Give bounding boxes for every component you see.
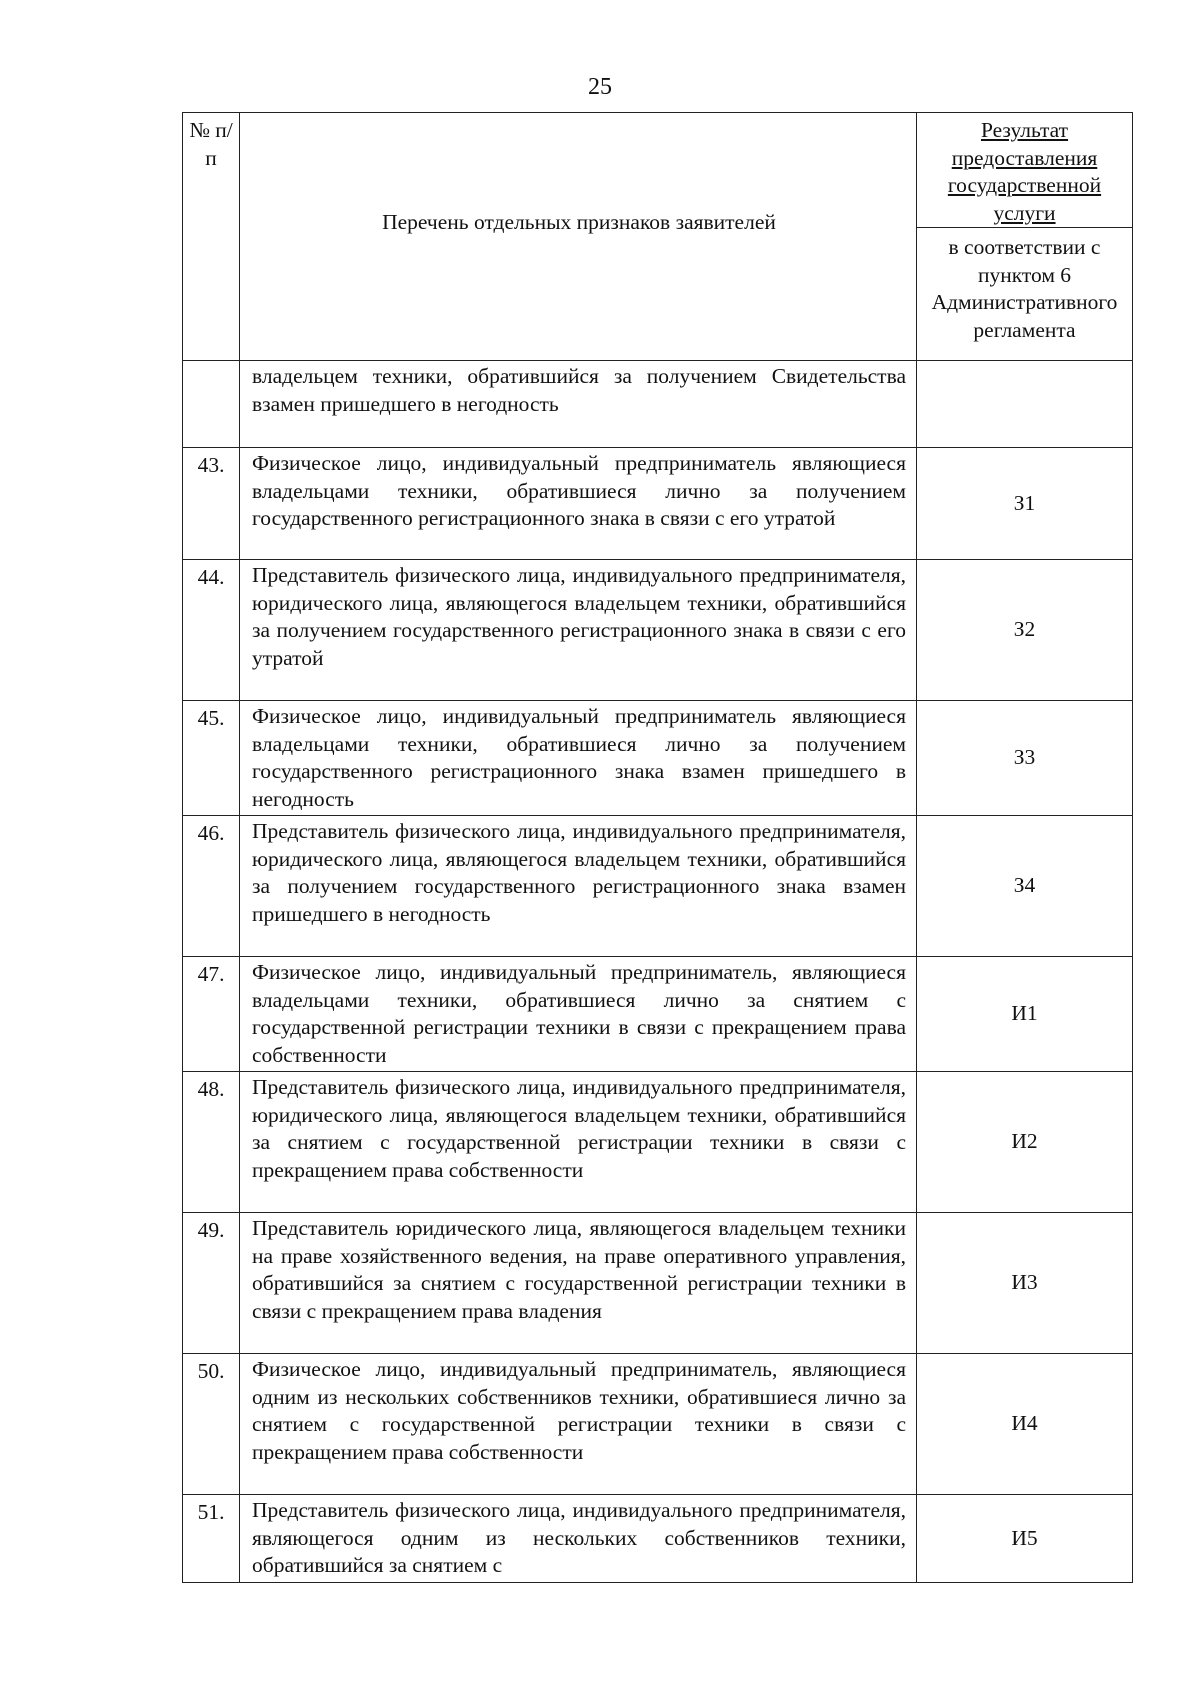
row-number: 50. [183,1354,240,1495]
row-number: 51. [183,1495,240,1583]
header-num-col: № п/п [183,113,240,361]
row-number: 44. [183,560,240,701]
row-result: З3 [917,701,1133,816]
row-text: Представитель физического лица, индивидуального предпринимателя, юридического лица, являющегося владельцем техники, обратившийся за снятием с государственной регистрации техники в связи с прекращением права собственности [240,1072,917,1213]
row-text: Физическое лицо, индивидуальный предприниматель являющиеся владельцами техники, обратившиеся лично за получением государственного регистрационного знака в связи с его утратой [240,448,917,560]
row-text: Представитель физического лица, индивидуального предпринимателя, являющегося одним из нескольких собственников техники, обратившийся за снятием с [240,1495,917,1583]
row-result: И5 [917,1495,1133,1583]
table-row [183,448,1133,560]
row-result: И3 [917,1213,1133,1354]
row-text: Представитель физического лица, индивидуального предпринимателя, юридического лица, являющегося владельцем техники, обратившийся за получением государственного регистрационного знака в связи с его утратой [240,560,917,701]
applicant-criteria-table [182,112,1133,1583]
row-result: И4 [917,1354,1133,1495]
row-text: Физическое лицо, индивидуальный предприниматель являющиеся владельцами техники, обратившиеся лично за получением государственного регистрационного знака взамен пришедшего в негодность [240,701,917,816]
row-number: 47. [183,957,240,1072]
row-text: Представитель физического лица, индивидуального предпринимателя, юридического лица, являющегося владельцем техники, обратившийся за получением государственного регистрационного знака взамен пришедшего в негодность [240,816,917,957]
row-number: 43. [183,448,240,560]
table-row [183,1072,1133,1213]
table-row [183,816,1133,957]
row-text: Физическое лицо, индивидуальный предприниматель, являющиеся одним из нескольких собственников техники, обратившиеся лично за снятием с государственной регистрации техники в связи с прекращением права собственности [240,1354,917,1495]
page-number: 25 [588,74,612,100]
row-text: владельцем техники, обратившийся за получением Свидетельства взамен пришедшего в негодность [240,361,917,448]
row-result: З1 [917,448,1133,560]
row-result: З4 [917,816,1133,957]
header-result-sublabel: в соответствии с пунктом 6 Административного регламента [931,235,1118,342]
row-number: 48. [183,1072,240,1213]
row-text: Физическое лицо, индивидуальный предприниматель, являющиеся владельцами техники, обратившиеся лично за снятием с государственной регистрации техники в связи с прекращением права собственности [240,957,917,1072]
row-number: 45. [183,701,240,816]
header-list-label: Перечень отдельных признаков заявителей [382,209,776,234]
row-result [917,361,1133,448]
table-row [183,1354,1133,1495]
row-result: З2 [917,560,1133,701]
header-result-label: Результат предоставления государственной услуги [947,118,1102,225]
header-list-col [240,113,917,361]
table-row [183,1213,1133,1354]
table-row [183,1495,1133,1583]
table-row [183,701,1133,816]
header-result-col [917,113,1133,228]
table-row [183,560,1133,701]
header-result-subcol [917,228,1133,361]
row-number: 46. [183,816,240,957]
row-result: И2 [917,1072,1133,1213]
row-number [183,361,240,448]
row-number: 49. [183,1213,240,1354]
row-text: Представитель юридического лица, являющегося владельцем техники на праве хозяйственного ведения, на праве оперативного управления, обратившийся за снятием с государственной регистрации техники в связи с прекращением права владения [240,1213,917,1354]
table-row [183,957,1133,1072]
row-result: И1 [917,957,1133,1072]
table-row [183,361,1133,448]
table-header-row [183,113,1133,228]
